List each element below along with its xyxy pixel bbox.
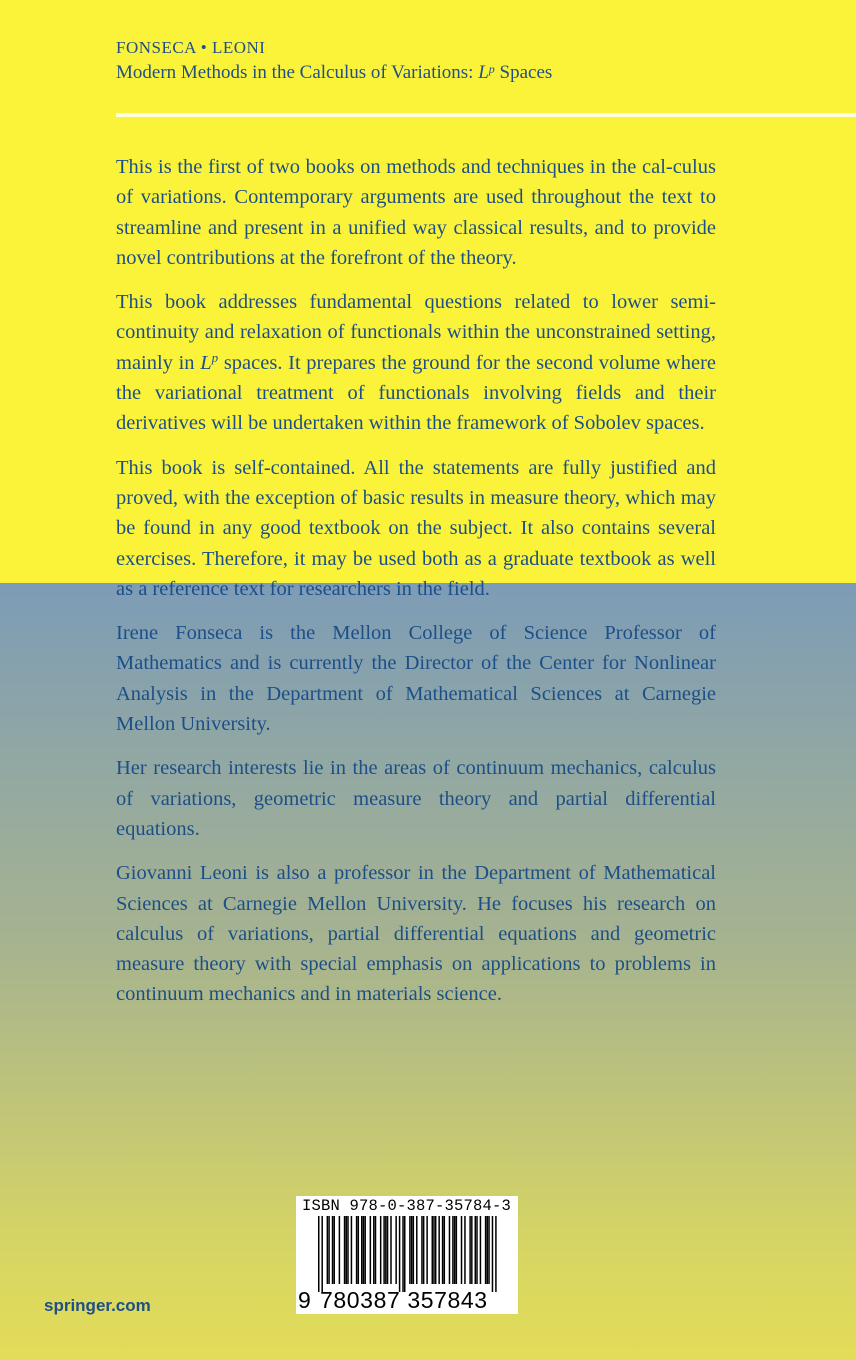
- barcode-bar: [449, 1216, 451, 1284]
- barcode-bar: [461, 1216, 463, 1284]
- barcode-bar: [435, 1216, 437, 1284]
- book-title-prefix: Modern Methods in the Calculus of Variations:: [116, 62, 479, 83]
- barcode-bar: [471, 1216, 473, 1284]
- barcode-bar: [413, 1216, 415, 1284]
- barcode-bar: [421, 1216, 423, 1284]
- barcode-bar: [339, 1216, 341, 1284]
- barcode-bar: [390, 1216, 392, 1284]
- barcode-bar: [347, 1216, 349, 1284]
- barcode-bar: [409, 1216, 411, 1284]
- paragraph-scope-part-b: spaces. It prepares the ground for the second volume where the variational treatment of functionals involving fields and their derivatives will be undertaken within the framework of Sobolev spaces.: [116, 351, 716, 435]
- barcode-bar: [454, 1216, 456, 1284]
- barcode-bar: [344, 1216, 346, 1284]
- barcode-bar: [432, 1216, 434, 1284]
- lp-symbol: [200, 349, 219, 374]
- barcode-bar: [332, 1216, 334, 1284]
- barcode-bar: [411, 1216, 413, 1284]
- barcode-bar: [487, 1216, 489, 1284]
- publisher-url: springer.com: [44, 1296, 151, 1315]
- paragraph-overview: This is the first of two books on methods and techniques in the cal-culus of variations. Contemporary arguments are used throughout the text to streamline and present in a unified way classical results, and to provide novel contributions at the forefront of the theory.: [116, 156, 716, 269]
- barcode-bar: [423, 1216, 425, 1284]
- barcode-bar: [351, 1216, 353, 1284]
- barcode-first-digit: 9: [298, 1287, 311, 1313]
- blurb-text: [116, 152, 716, 1024]
- barcode-bar: [363, 1216, 365, 1284]
- barcode-bar: [416, 1216, 418, 1284]
- barcode-bar: [475, 1216, 477, 1284]
- cover-header: [116, 36, 816, 86]
- paragraph-author-leoni: Giovanni Leoni is also a professor in the Department of Mathematical Sciences at Carnegie Mellon University. He focuses his research on calculus of variations, partial differential equations and geometric measure theory with special emphasis on applications to problems in continuum mechanics and in materials science.: [116, 862, 716, 1006]
- barcode-bar: [387, 1216, 389, 1284]
- barcode-bar: [373, 1216, 375, 1284]
- paragraph-author-fonseca: Irene Fonseca is the Mellon College of Science Professor of Mathematics and is currently the Director of the Center for Nonlinear Analysis in the Department of Mathematical Sciences at Carnegie Mellon University.: [116, 622, 716, 736]
- barcode-bar: [318, 1216, 320, 1292]
- barcode-bar: [333, 1216, 335, 1284]
- barcode-bar: [485, 1216, 487, 1284]
- book-title-suffix: Spaces: [494, 62, 553, 83]
- barcode-bar: [370, 1216, 372, 1284]
- book-title: [116, 60, 816, 86]
- paragraph-self-contained: This book is self-contained. All the statements are fully justified and proved, with the exception of basic results in measure theory, which may be found in any good textbook on the subject. It also contains several exercises. Therefore, it may be used both as a graduate textbook as well as a reference text for researchers in the field.: [116, 456, 716, 600]
- barcode-bar: [433, 1216, 435, 1284]
- book-title-l: L: [478, 62, 489, 83]
- barcode-bar: [495, 1216, 497, 1292]
- barcode-bar: [480, 1216, 482, 1284]
- barcode-bar: [361, 1216, 363, 1284]
- barcode-bar: [476, 1216, 478, 1284]
- barcode-bar: [402, 1216, 404, 1292]
- barcode-bar: [358, 1216, 360, 1284]
- barcode-bar: [385, 1216, 387, 1284]
- authors-line: FONSECA • LEONI: [116, 38, 266, 57]
- barcode-bar: [488, 1216, 490, 1284]
- paragraph-fonseca-research: Her research interests lie in the areas of continuum mechanics, calculus of variations, geometric measure theory and partial differential equations.: [116, 757, 716, 840]
- barcode-bar: [356, 1216, 358, 1284]
- barcode-bar: [399, 1216, 401, 1292]
- barcode-bar: [321, 1216, 323, 1292]
- barcode-bar: [464, 1216, 466, 1284]
- book-title-p-superscript: p: [488, 62, 495, 76]
- barcode-bar: [469, 1216, 471, 1284]
- isbn-barcode: [296, 1196, 518, 1314]
- barcode-bar: [404, 1216, 406, 1292]
- header-divider: [116, 113, 856, 117]
- barcode-bar: [375, 1216, 377, 1284]
- barcode-bar: [383, 1216, 385, 1284]
- barcode-bar: [328, 1216, 330, 1284]
- barcode-bars: [300, 1216, 514, 1292]
- barcode-digits: 780387 357843: [320, 1287, 488, 1313]
- barcode-bar: [438, 1216, 440, 1284]
- barcode-bar: [426, 1216, 428, 1284]
- barcode-bar: [364, 1216, 366, 1284]
- lp-symbol-p: p: [211, 349, 219, 365]
- barcode-bar: [380, 1216, 382, 1284]
- isbn-label: ISBN 978-0-387-35784-3: [302, 1197, 512, 1215]
- barcode-bar: [444, 1216, 446, 1284]
- paragraph-scope: [116, 287, 716, 438]
- barcode-bar: [327, 1216, 329, 1284]
- barcode-bar: [452, 1216, 454, 1284]
- barcode-bar: [492, 1216, 494, 1292]
- lp-symbol-l: L: [200, 351, 212, 374]
- barcode-bar: [456, 1216, 458, 1284]
- barcode-bar: [346, 1216, 348, 1284]
- barcode-bar: [442, 1216, 444, 1284]
- paragraph-scope-part-a: This book addresses fundamental questions related to lower semi-continuity and relaxation of functionals within the unconstrained setting, mainly in: [116, 291, 716, 374]
- barcode-bar: [395, 1216, 397, 1284]
